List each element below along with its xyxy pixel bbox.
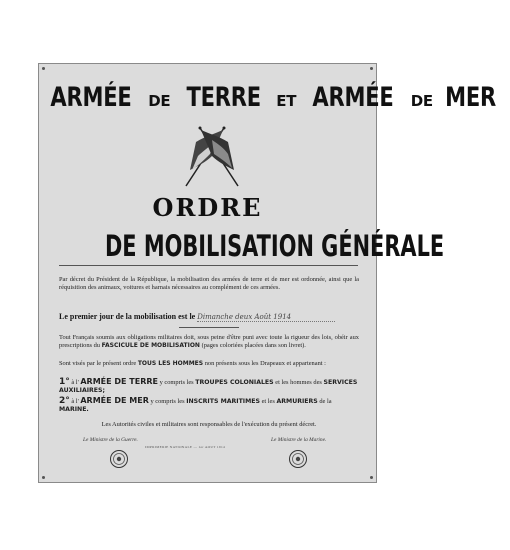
item-2-marine: MARINE. — [59, 406, 89, 414]
navy-ministry-seal-icon — [288, 449, 308, 469]
header-armee: ARMÉE — [50, 82, 132, 113]
item-2-number: 2° — [59, 396, 70, 406]
header-et: ET — [276, 92, 297, 110]
obligations-paragraph — [59, 334, 359, 350]
vises-text-b: non présents sous les Drapeaux et appartenant : — [204, 360, 326, 367]
pin-bottom-right — [370, 476, 373, 479]
vises-text-a: Sont visés par le présent ordre — [59, 360, 137, 367]
header-armee-2: ARMÉE — [312, 82, 394, 113]
obligations-text-b: (pages coloriées placées dans son livret). — [201, 342, 306, 350]
pin-top-left — [42, 67, 45, 70]
mobilisation-title-text: DE MOBILISATION GÉNÉRALE — [104, 229, 445, 263]
authorities-paragraph: Les Autorités civiles et militaires sont responsables de l'exécution du présent décret. — [101, 421, 317, 428]
item-2-text-b: y compris les — [150, 398, 185, 405]
item-1-troupes: TROUPES COLONIALES — [195, 379, 274, 386]
item-2-inscrits: INSCRITS MARITIMES — [186, 398, 260, 405]
item-2-armuriers: ARMURIERS — [276, 398, 318, 405]
header-de-1: DE — [148, 92, 171, 110]
header-title — [39, 82, 497, 113]
item-1-text-b: y compris les — [159, 379, 194, 386]
pin-top-right — [370, 67, 373, 70]
divider — [59, 265, 358, 266]
item-1-services: SERVICES AUXILIAIRES; — [59, 379, 358, 395]
item-1-number: 1° — [59, 377, 70, 387]
item-2-text-c: et les — [261, 398, 275, 405]
header-mer: MER — [445, 82, 497, 113]
decree-paragraph: Par décret du Président de la République, la mobilisation des armées de terre et de mer est ordonnée, ainsi que la réquisition des animaux, voitures et harnais nécessaires au complément de ces armées. — [59, 276, 359, 292]
vises-paragraph — [59, 360, 359, 368]
signature-war-minister: Le Ministre de la Guerre. — [83, 437, 138, 443]
item-2-army: ARMÉE DE MER — [80, 396, 149, 405]
signature-navy-minister: Le Ministre de la Marine. — [271, 437, 327, 443]
printer-mark: IMPRIMERIE NATIONALE — 1er AOUT 1914 — [145, 445, 226, 449]
fascicule-label: FASCICULE DE MOBILISATION — [101, 342, 200, 350]
first-day-label: Le premier jour de la mobilisation est le — [59, 312, 196, 321]
item-2-text-a: à l' — [71, 398, 79, 405]
first-day-date: Dimanche deux Août 1914 — [197, 313, 335, 322]
obligations-text-a: Tout Français soumis aux obligations militaires doit, sous peine d'être puni avec toute la rigueur des lois, obéir aux prescriptions du — [59, 334, 359, 350]
header-terre: TERRE — [186, 82, 261, 113]
war-ministry-seal-icon — [109, 449, 129, 469]
crossed-flags-icon — [172, 126, 252, 188]
tous-les-hommes: TOUS LES HOMMES — [137, 360, 204, 367]
short-divider — [179, 327, 239, 328]
pin-bottom-left — [42, 476, 45, 479]
ordre-title: ORDRE — [152, 193, 263, 222]
header-de-2: DE — [410, 92, 433, 110]
item-1-text-a: à l' — [71, 379, 79, 386]
item-1-text-c: et les hommes des — [275, 379, 322, 386]
army-land-item — [59, 378, 359, 395]
mobilization-poster — [38, 63, 497, 483]
mobilisation-title — [39, 229, 445, 263]
first-day-line — [59, 312, 369, 322]
army-sea-item — [59, 397, 359, 414]
item-2-text-d: de la — [319, 398, 332, 405]
item-1-army: ARMÉE DE TERRE — [80, 377, 158, 386]
